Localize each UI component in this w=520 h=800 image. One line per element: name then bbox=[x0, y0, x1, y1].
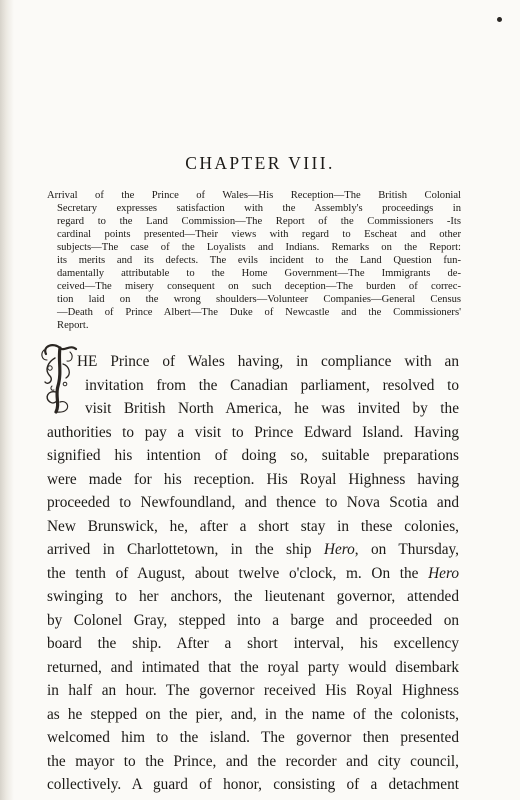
body-line: as he stepped on the pier, and, in the name of the colonists, bbox=[47, 705, 459, 723]
body-line: collectively. A guard of honor, consisting of a detachment bbox=[47, 776, 459, 793]
synopsis-line: regard to the Land Commission—The Report of the Commissioners -Its bbox=[57, 216, 461, 227]
chapter-heading: CHAPTER VIII. bbox=[185, 153, 335, 173]
body-line: signified his intention of doing so, suitable preparations bbox=[47, 447, 459, 464]
ship-name: Hero bbox=[323, 541, 355, 558]
body-line: returned, and intimated that the royal party would disembark bbox=[47, 658, 459, 676]
synopsis-line: —Death of Prince Albert—The Duke of Newcastle and the Commissioners' bbox=[57, 307, 461, 318]
ship-name: Hero bbox=[428, 564, 459, 582]
body-line: were made for his reception. His Royal Highness having bbox=[47, 470, 459, 488]
body-line: HE Prince of Wales having, in compliance with an bbox=[77, 353, 459, 370]
synopsis-line: Arrival of the Prince of Wales—His Reception—The British Colonial bbox=[47, 190, 461, 201]
synopsis-line: subjects—The case of the Loyalists and Indians. Remarks on the Report: bbox=[57, 242, 461, 253]
body-line: in half an hour. The governor received His Royal Highness bbox=[47, 682, 459, 699]
body-line: the tenth of August, about twelve o'clock, m. On the Hero bbox=[47, 564, 459, 582]
body-line: invitation from the Canadian parliament, resolved to bbox=[85, 376, 459, 394]
synopsis-line: Report. bbox=[57, 320, 89, 331]
chapter-synopsis bbox=[47, 189, 461, 332]
ink-speck bbox=[497, 17, 502, 22]
synopsis-line: Secretary expresses satisfaction with the Assembly's proceedings in bbox=[57, 203, 461, 214]
body-text bbox=[47, 350, 459, 797]
synopsis-line: damentally attributable to the Home Government—The Immigrants de- bbox=[57, 268, 461, 279]
body-line: by Colonel Gray, stepped into a barge and proceeded on bbox=[47, 611, 459, 629]
body-line: welcomed him to the island. The governor then presented bbox=[47, 729, 459, 746]
synopsis-line: ceived—The misery consequent on such deception—The burden of correc- bbox=[57, 281, 461, 292]
synopsis-line: its merits and its defects. The evils incident to the Land Question fun- bbox=[57, 255, 461, 266]
body-line: visit British North America, he was invited by the bbox=[85, 400, 459, 417]
body-line: New Brunswick, he, after a short stay in these colonies, bbox=[47, 517, 459, 535]
synopsis-line: tion laid on the wrong shoulders—Volunteer Companies—General Census bbox=[57, 294, 461, 305]
body-line: the mayor to the Prince, and the recorder and city council, bbox=[47, 752, 459, 770]
synopsis-line: cardinal points presented—Their views with regard to Escheat and other bbox=[57, 229, 461, 240]
body-line: proceeded to Newfoundland, and thence to Nova Scotia and bbox=[47, 494, 459, 511]
body-line: arrived in Charlottetown, in the ship Hero, on Thursday, bbox=[47, 541, 459, 558]
page-gutter-shadow bbox=[0, 0, 14, 800]
body-line: swinging to her anchors, the lieutenant governor, attended bbox=[47, 588, 459, 605]
body-line: authorities to pay a visit to Prince Edward Island. Having bbox=[47, 423, 459, 441]
body-line: board the ship. After a short interval, his excellency bbox=[47, 635, 459, 652]
